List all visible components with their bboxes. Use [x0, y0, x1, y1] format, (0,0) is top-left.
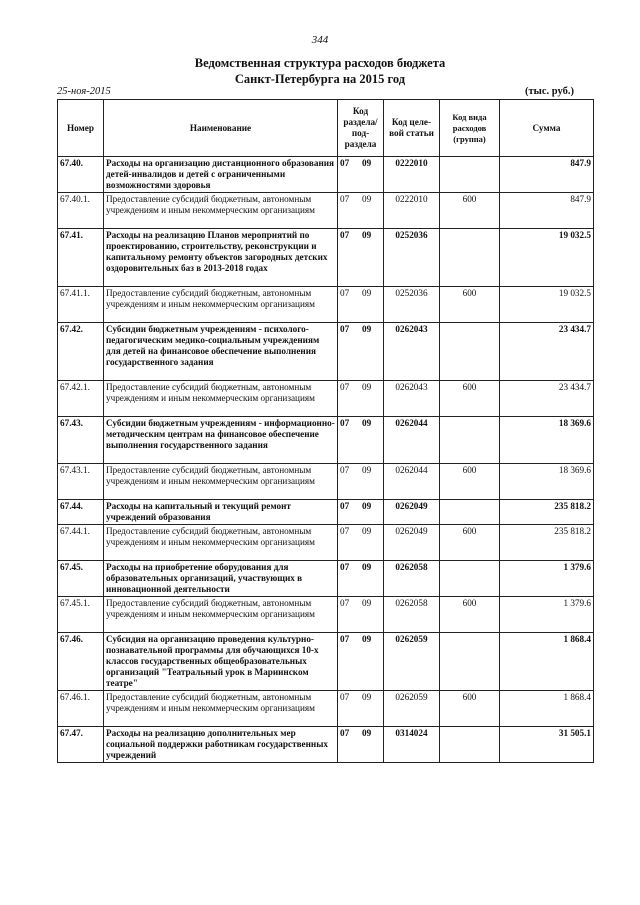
table-row — [58, 464, 594, 500]
row-section — [338, 287, 384, 323]
row-article: 0262049 — [384, 500, 440, 525]
row-expense: 600 — [440, 464, 500, 500]
row-article: 0262058 — [384, 561, 440, 597]
row-section — [338, 633, 384, 691]
table-header-row — [58, 100, 594, 157]
row-section — [338, 417, 384, 464]
row-name: Субсидии бюджетным учреждениям - психолого-педагогическим медико-социальным учреждениям для детей на финансовое обеспечение выполнения государственного задания — [104, 323, 338, 381]
row-number: 67.42. — [58, 323, 104, 381]
row-subsection-code: 09 — [362, 288, 372, 298]
row-section-code: 07 — [340, 418, 350, 428]
row-subsection-code: 09 — [362, 324, 372, 334]
row-sum: 1 868.4 — [500, 633, 594, 691]
row-name: Предоставление субсидий бюджетным, автономным учреждениям и иным некоммерческим организациям — [104, 193, 338, 229]
table-row — [58, 727, 594, 763]
table-row — [58, 157, 594, 193]
row-subsection-code: 09 — [362, 692, 372, 702]
row-section-code: 07 — [340, 382, 350, 392]
row-number: 67.47. — [58, 727, 104, 763]
row-section-code: 07 — [340, 194, 350, 204]
units-label: (тыс. руб.) — [525, 86, 574, 97]
row-name: Предоставление субсидий бюджетным, автономным учреждениям и иным некоммерческим организациям — [104, 525, 338, 561]
row-number: 67.45. — [58, 561, 104, 597]
row-subsection-code: 09 — [362, 418, 372, 428]
row-expense: 600 — [440, 597, 500, 633]
row-expense — [440, 561, 500, 597]
row-article: 0262044 — [384, 464, 440, 500]
row-sum: 23 434.7 — [500, 323, 594, 381]
row-sum: 18 369.6 — [500, 464, 594, 500]
row-article: 0262059 — [384, 633, 440, 691]
row-name: Предоставление субсидий бюджетным, автономным учреждениям и иным некоммерческим организациям — [104, 597, 338, 633]
row-number: 67.43.1. — [58, 464, 104, 500]
row-number: 67.40. — [58, 157, 104, 193]
row-name: Расходы на капитальный и текущий ремонт учреждений образования — [104, 500, 338, 525]
row-number: 67.41.1. — [58, 287, 104, 323]
table-row — [58, 633, 594, 691]
row-article: 0222010 — [384, 157, 440, 193]
header-expense: Код вида расходов (группа) — [440, 100, 500, 157]
row-sum: 1 379.6 — [500, 561, 594, 597]
row-article: 0262044 — [384, 417, 440, 464]
row-sum: 31 505.1 — [500, 727, 594, 763]
row-sum: 847.9 — [500, 157, 594, 193]
row-name: Расходы на реализацию Планов мероприятий по проектированию, строительству, реконструкции и капитальному ремонту объектов загородных детских оздоровительных баз в 2013-2018 годах — [104, 229, 338, 287]
row-article: 0314024 — [384, 727, 440, 763]
row-sum: 235 818.2 — [500, 525, 594, 561]
row-name: Предоставление субсидий бюджетным, автономным учреждениям и иным некоммерческим организациям — [104, 464, 338, 500]
row-name: Предоставление субсидий бюджетным, автономным учреждениям и иным некоммерческим организациям — [104, 691, 338, 727]
row-subsection-code: 09 — [362, 598, 372, 608]
row-section-code: 07 — [340, 526, 350, 536]
row-sum: 23 434.7 — [500, 381, 594, 417]
row-sum: 19 032.5 — [500, 287, 594, 323]
row-sum: 847.9 — [500, 193, 594, 229]
row-section-code: 07 — [340, 501, 350, 511]
row-number: 67.42.1. — [58, 381, 104, 417]
row-subsection-code: 09 — [362, 501, 372, 511]
row-section — [338, 229, 384, 287]
row-section-code: 07 — [340, 728, 350, 738]
row-name: Расходы на приобретение оборудования для образовательных организаций, участвующих в инновационной деятельности — [104, 561, 338, 597]
row-section-code: 07 — [340, 598, 350, 608]
row-number: 67.44.1. — [58, 525, 104, 561]
row-name: Субсидия на организацию проведения культурно-познавательной программы для обучающихся 10-х классов государственных общеобразовательных организаций "Театральный урок в Мариинском театре" — [104, 633, 338, 691]
row-number: 67.46.1. — [58, 691, 104, 727]
row-article: 0252036 — [384, 229, 440, 287]
title-line-2: Санкт-Петербурга на 2015 год — [234, 72, 406, 86]
row-section-code: 07 — [340, 288, 350, 298]
row-expense: 600 — [440, 691, 500, 727]
row-number: 67.44. — [58, 500, 104, 525]
row-section — [338, 691, 384, 727]
row-number: 67.45.1. — [58, 597, 104, 633]
row-section-code: 07 — [340, 692, 350, 702]
row-sum: 1 379.6 — [500, 597, 594, 633]
table-row — [58, 323, 594, 381]
row-name: Расходы на реализацию дополнительных мер социальной поддержки работникам государственных учреждений — [104, 727, 338, 763]
header-name: Наименование — [104, 100, 338, 157]
row-subsection-code: 09 — [362, 728, 372, 738]
table-row — [58, 561, 594, 597]
header-section: Код раздела/ под-раздела — [338, 100, 384, 157]
table-row — [58, 381, 594, 417]
row-name: Расходы на организацию дистанционного образования детей-инвалидов и детей с ограниченными возможностями здоровья — [104, 157, 338, 193]
table-row — [58, 525, 594, 561]
row-section-code: 07 — [340, 158, 350, 168]
row-article: 0262043 — [384, 381, 440, 417]
row-article: 0252036 — [384, 287, 440, 323]
row-subsection-code: 09 — [362, 562, 372, 572]
header-article: Код целе-вой статьи — [384, 100, 440, 157]
row-expense — [440, 500, 500, 525]
header-sum: Сумма — [500, 100, 594, 157]
row-section-code: 07 — [340, 562, 350, 572]
row-expense — [440, 157, 500, 193]
row-expense: 600 — [440, 287, 500, 323]
row-section — [338, 500, 384, 525]
row-subsection-code: 09 — [362, 382, 372, 392]
row-subsection-code: 09 — [362, 230, 372, 240]
budget-table — [57, 99, 594, 763]
row-name: Предоставление субсидий бюджетным, автономным учреждениям и иным некоммерческим организациям — [104, 381, 338, 417]
row-section — [338, 597, 384, 633]
table-row — [58, 417, 594, 464]
row-section — [338, 464, 384, 500]
row-expense — [440, 633, 500, 691]
document-date: 25-ноя-2015 — [57, 86, 111, 97]
row-number: 67.43. — [58, 417, 104, 464]
row-number: 67.40.1. — [58, 193, 104, 229]
row-expense — [440, 229, 500, 287]
row-number: 67.41. — [58, 229, 104, 287]
row-sum: 19 032.5 — [500, 229, 594, 287]
row-section-code: 07 — [340, 465, 350, 475]
row-expense: 600 — [440, 525, 500, 561]
row-expense — [440, 727, 500, 763]
table-row — [58, 691, 594, 727]
row-article: 0262059 — [384, 691, 440, 727]
row-section — [338, 157, 384, 193]
title-line-1: Ведомственная структура расходов бюджета — [194, 56, 446, 70]
row-sum: 18 369.6 — [500, 417, 594, 464]
row-section-code: 07 — [340, 230, 350, 240]
row-section — [338, 193, 384, 229]
page-number: 344 — [311, 34, 329, 46]
row-expense: 600 — [440, 381, 500, 417]
row-subsection-code: 09 — [362, 526, 372, 536]
header-number: Номер — [58, 100, 104, 157]
row-article: 0222010 — [384, 193, 440, 229]
row-subsection-code: 09 — [362, 158, 372, 168]
row-section — [338, 727, 384, 763]
row-sum: 235 818.2 — [500, 500, 594, 525]
row-section-code: 07 — [340, 634, 350, 644]
table-row — [58, 229, 594, 287]
row-article: 0262058 — [384, 597, 440, 633]
row-subsection-code: 09 — [362, 194, 372, 204]
row-article: 0262049 — [384, 525, 440, 561]
row-subsection-code: 09 — [362, 465, 372, 475]
table-row — [58, 500, 594, 525]
row-name: Предоставление субсидий бюджетным, автономным учреждениям и иным некоммерческим организациям — [104, 287, 338, 323]
row-section-code: 07 — [340, 324, 350, 334]
row-section — [338, 525, 384, 561]
page-title — [0, 55, 640, 87]
row-expense — [440, 323, 500, 381]
row-expense — [440, 417, 500, 464]
table-row — [58, 193, 594, 229]
row-article: 0262043 — [384, 323, 440, 381]
row-name: Субсидии бюджетным учреждениям - информационно-методическим центрам на финансовое обеспечение выполнения государственного задания — [104, 417, 338, 464]
row-section — [338, 561, 384, 597]
row-number: 67.46. — [58, 633, 104, 691]
row-subsection-code: 09 — [362, 634, 372, 644]
row-expense: 600 — [440, 193, 500, 229]
table-row — [58, 597, 594, 633]
row-section — [338, 381, 384, 417]
row-sum: 1 868.4 — [500, 691, 594, 727]
table-row — [58, 287, 594, 323]
row-section — [338, 323, 384, 381]
